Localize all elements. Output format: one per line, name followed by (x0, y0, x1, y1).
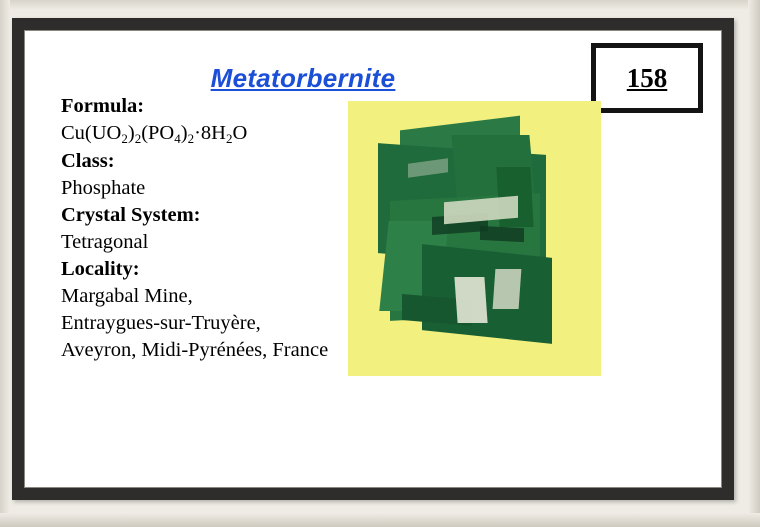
formula-sub-1: 2 (121, 131, 128, 146)
formula-hydrate: ·8H (194, 122, 226, 144)
formula-sub-3: 4 (174, 131, 181, 146)
formula-sub-2: 2 (134, 131, 142, 146)
formula-label: Formula: (61, 95, 145, 117)
locality-label: Locality: (61, 258, 140, 280)
formula-part-4: ) (180, 122, 188, 144)
locality-line-1: Margabal Mine, (61, 285, 193, 307)
paper-edge-top (0, 0, 760, 10)
mineral-details (61, 93, 361, 364)
class-label: Class: (61, 150, 115, 172)
formula-part-1: Cu(UO (61, 122, 122, 144)
paper-edge-right (748, 0, 760, 527)
crystal-highlight (493, 269, 522, 309)
paper-edge-left (0, 0, 10, 527)
formula-value (61, 120, 361, 148)
card-number-box (591, 43, 703, 113)
formula-part-3: (PO (141, 122, 175, 144)
crystal-system-value: Tetragonal (61, 231, 149, 253)
crystal-facet (422, 244, 552, 344)
crystal-system-label: Crystal System: (61, 204, 201, 226)
crystal-highlight (454, 277, 487, 323)
crystal-shadow (480, 226, 524, 242)
formula-part-2: ) (127, 122, 135, 144)
mineral-card (24, 30, 722, 488)
paper-edge-bottom (0, 513, 760, 527)
formula-sub-4: 2 (187, 131, 195, 146)
mineral-photo (348, 101, 601, 376)
mineral-name: Metatorbernite (210, 63, 396, 93)
card-number: 158 (626, 63, 668, 93)
mineral-card-border (12, 18, 734, 500)
locality-line-2: Entraygues-sur-Truyère, (61, 312, 261, 334)
formula-part-5: O (232, 122, 248, 144)
formula-sub-5: 2 (225, 131, 233, 146)
locality-line-3: Aveyron, Midi-Pyrénées, France (61, 339, 329, 361)
class-value: Phosphate (61, 177, 146, 199)
